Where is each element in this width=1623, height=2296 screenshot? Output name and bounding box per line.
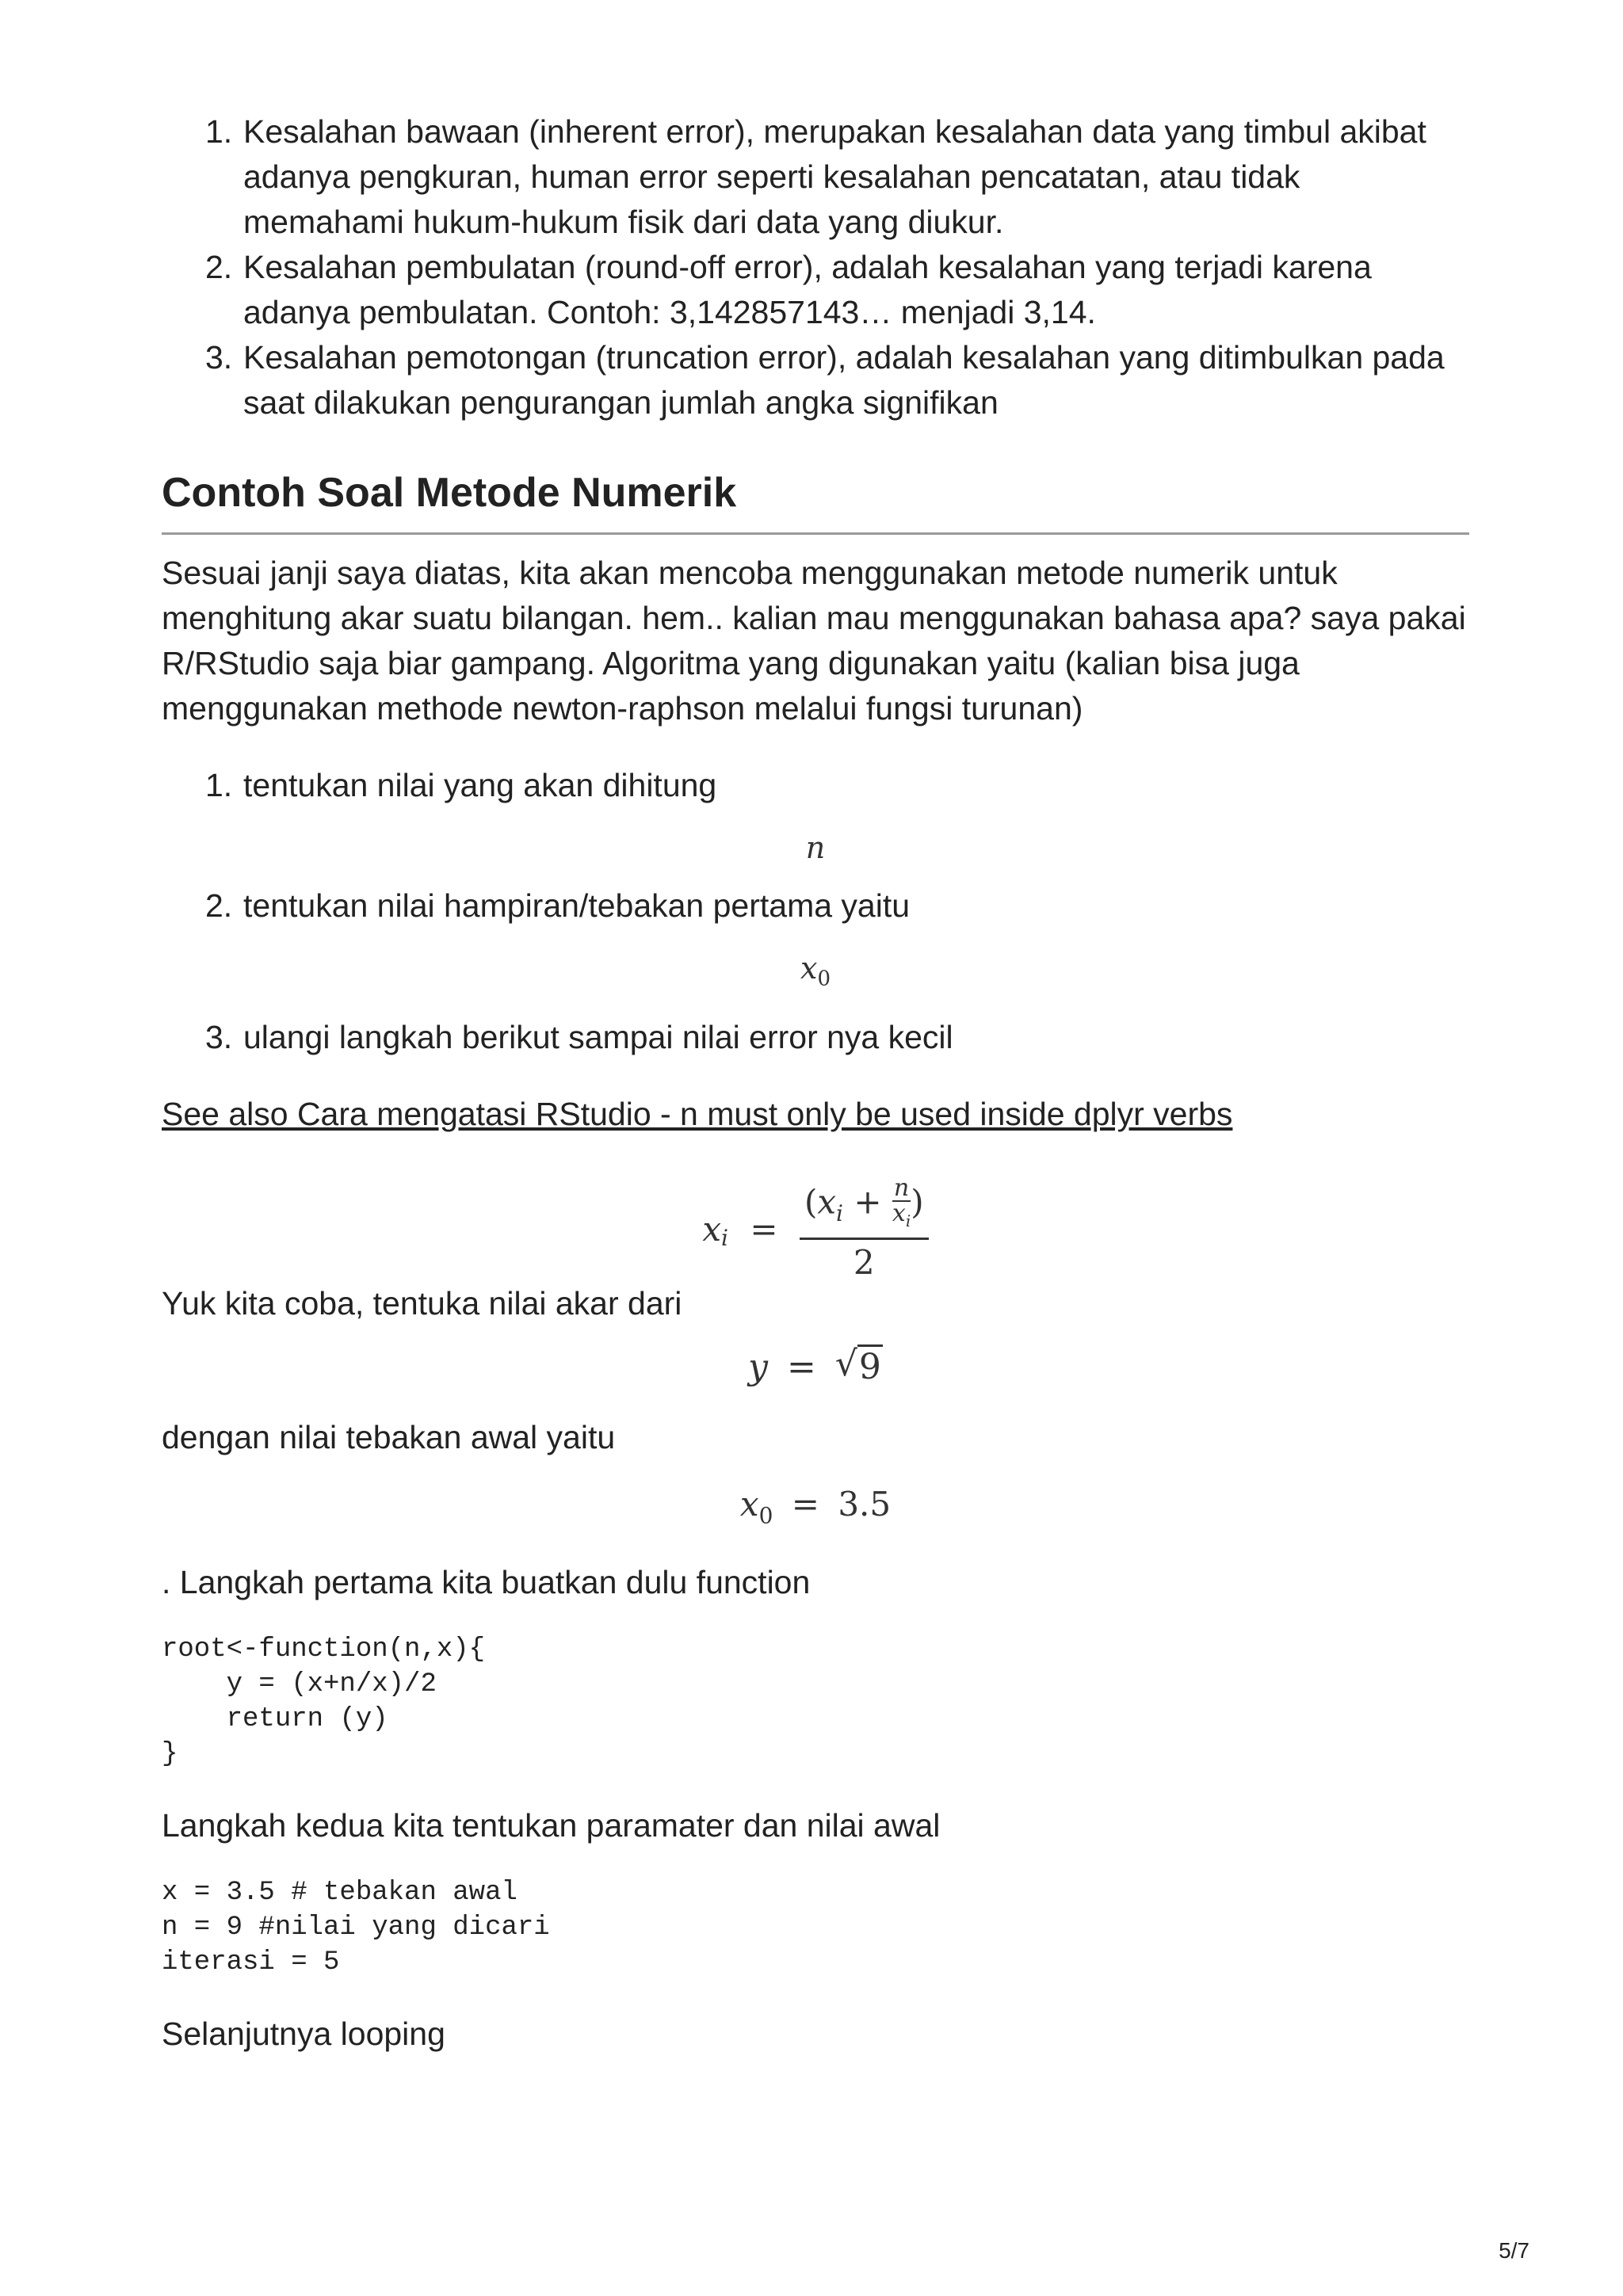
- guess-equation: $x_0 = 3.5$: [739, 1484, 892, 1528]
- see-also-link[interactable]: See also Cara mengatasi RStudio - n must only be used inside dplyr verbs: [162, 1095, 1233, 1132]
- list-item: [162, 109, 1469, 245]
- list-number: 1.: [205, 767, 233, 803]
- intro-paragraph: Sesuai janji saya diatas, kita akan mencoba menggunakan metode numerik untuk menghitung akar suatu bilangan. hem.. kalian mau menggunakan bahasa apa? saya pakai R/RStudio saja biar gampang. Algoritma yang digunakan yaitu (kalian bisa juga menggunakan methode newton-raphson melalui fungsi turunan): [162, 555, 1466, 727]
- algorithm-steps-3: [162, 1015, 1469, 1060]
- code-block-function: root<-function(n,x){ y = (x+n/x)/2 return (y) }: [162, 1634, 486, 1769]
- list-text: Kesalahan pemotongan (truncation error), adalah kesalahan yang ditimbulkan pada saat dilakukan pengurangan jumlah angka signifikan: [243, 339, 1445, 421]
- code-block-params: x = 3.5 # tebakan awal n = 9 #nilai yang dicari iterasi = 5: [162, 1877, 550, 1978]
- formula-fraction: ($x_i$ + $\frac{n}{x_i}$) 2: [800, 1177, 929, 1282]
- sqrt-equation: y = √ 9: [748, 1343, 881, 1387]
- list-item: [162, 335, 1469, 425]
- list-item: [162, 883, 1469, 929]
- guess-text: dengan nilai tebakan awal yaitu: [162, 1418, 616, 1455]
- page-number: 5/7: [1499, 2238, 1529, 2263]
- list-item: [162, 763, 1469, 808]
- list-item: [162, 245, 1469, 335]
- list-text: Kesalahan pembulatan (round-off error), adalah kesalahan yang terjadi karena adanya pembulatan. Contoh: 3,142857143… menjadi 3,14.: [243, 249, 1372, 330]
- try-text: Yuk kita coba, tentuka nilai akar dari: [162, 1284, 682, 1322]
- math-n: n: [805, 830, 826, 865]
- list-number: 3.: [205, 1018, 233, 1055]
- list-number: 3.: [205, 339, 233, 376]
- iteration-formula: $x_i$ = ($x_i$ + $\frac{n}{x_i}$) 2: [162, 1177, 1469, 1272]
- list-text: ulangi langkah berikut sampai nilai error nya kecil: [243, 1018, 953, 1055]
- see-also-paragraph: [162, 1092, 1469, 1137]
- next-text: Selanjutnya looping: [162, 2015, 445, 2052]
- list-number: 2.: [205, 887, 233, 924]
- document-content: [162, 109, 1469, 2057]
- list-number: 2.: [205, 249, 233, 285]
- list-text: tentukan nilai hampiran/tebakan pertama yaitu: [243, 887, 911, 924]
- algorithm-steps-2: [162, 883, 1469, 929]
- step2-text: Langkah kedua kita tentukan paramater dan nilai awal: [162, 1806, 941, 1844]
- list-text: Kesalahan bawaan (inherent error), merupakan kesalahan data yang timbul akibat adanya pengkuran, human error seperti kesalahan pencatatan, atau tidak memahami hukum-hukum fisik dari data yang diukur.: [243, 113, 1426, 240]
- list-item: [162, 1015, 1469, 1060]
- step1-text: . Langkah pertama kita buatkan dulu function: [162, 1563, 811, 1600]
- algorithm-steps: [162, 763, 1469, 808]
- list-text: tentukan nilai yang akan dihitung: [243, 767, 717, 803]
- math-x0: $x_0$: [800, 951, 831, 991]
- error-types-list: [162, 109, 1469, 425]
- list-number: 1.: [205, 113, 233, 150]
- section-title: Contoh Soal Metode Numerik: [162, 467, 1469, 535]
